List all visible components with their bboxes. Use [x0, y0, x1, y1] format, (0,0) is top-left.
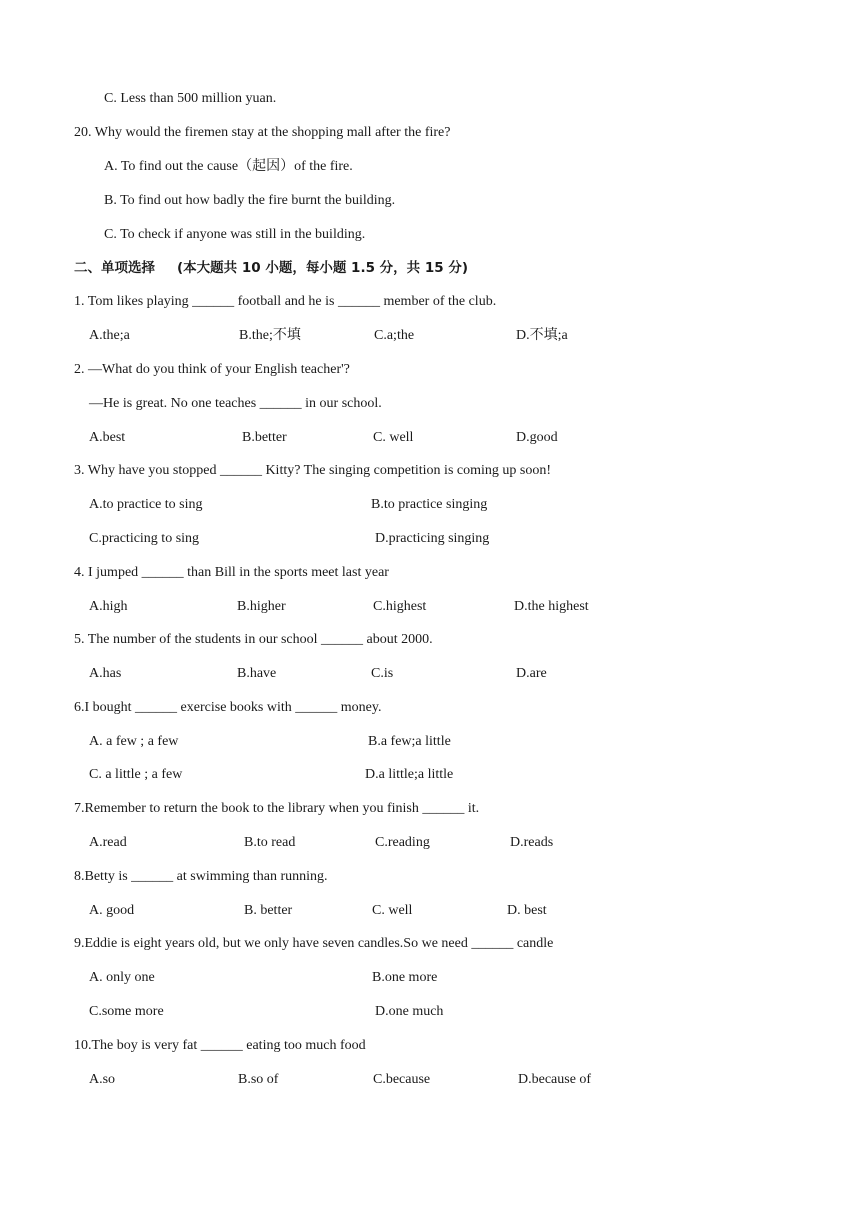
question-stem: 10.The boy is very fat ______ eating too much food — [74, 1038, 366, 1053]
q20-option-b: B. To find out how badly the fire burnt the building. — [104, 193, 396, 208]
option-a: A.read — [89, 835, 127, 850]
question-stem: 7.Remember to return the book to the library when you finish ______ it. — [74, 801, 480, 816]
option-d: D.are — [516, 666, 547, 681]
option-d: D.one much — [375, 1004, 444, 1019]
question-stem: 6.I bought ______ exercise books with ______ money. — [74, 700, 382, 715]
option-c: C.because — [373, 1072, 431, 1087]
option-a: A.so — [89, 1072, 116, 1087]
question-stem: 3. Why have you stopped ______ Kitty? The singing competition is coming up soon! — [74, 463, 551, 478]
option-d: D.practicing singing — [375, 531, 490, 546]
option-d: D.不填;a — [516, 328, 568, 343]
question-stem: 9.Eddie is eight years old, but we only have seven candles.So we need ______ candle — [74, 936, 554, 951]
option-b: B. better — [244, 903, 293, 918]
option-a: A.high — [89, 599, 128, 614]
option-b: B.the;不填 — [239, 328, 301, 343]
question-stem: 5. The number of the students in our school ______ about 2000. — [74, 632, 433, 647]
option-d: D.reads — [510, 835, 554, 850]
option-d: D.the highest — [514, 599, 589, 614]
option-a: A.the;a — [89, 328, 130, 343]
option-d: D. best — [507, 903, 547, 918]
option-c: C.reading — [375, 835, 430, 850]
option-a: A. only one — [89, 970, 155, 985]
question-stem-continued: —He is great. No one teaches ______ in our school. — [89, 396, 382, 411]
option-d: D.good — [516, 430, 558, 445]
option-d: D.because of — [518, 1072, 592, 1087]
option-b: B.to practice singing — [371, 497, 488, 512]
option-b: B.a few;a little — [368, 734, 451, 749]
option-c: C. a little ; a few — [89, 767, 183, 782]
option-c: C. well — [373, 430, 414, 445]
option-b: B.have — [237, 666, 277, 681]
option-a: A.best — [89, 430, 126, 445]
option-b: B.to read — [244, 835, 296, 850]
option-c: C.highest — [373, 599, 427, 614]
q20-option-a: A. To find out the cause（起因）of the fire. — [104, 159, 353, 174]
question-stem: 8.Betty is ______ at swimming than running. — [74, 869, 328, 884]
option-b: B.higher — [237, 599, 286, 614]
option-a: A.to practice to sing — [89, 497, 203, 512]
q20-option-c: C. To check if anyone was still in the building. — [104, 227, 366, 242]
section-heading — [74, 258, 468, 279]
question-stem: 1. Tom likes playing ______ football and he is ______ member of the club. — [74, 294, 497, 309]
question-stem: 4. I jumped ______ than Bill in the sports meet last year — [74, 565, 389, 580]
option-d: D.a little;a little — [365, 767, 454, 782]
option-a: A.has — [89, 666, 122, 681]
option-b: B.better — [242, 430, 287, 445]
option-c: C.is — [371, 666, 394, 681]
option-c: C.practicing to sing — [89, 531, 200, 546]
option-c: C. well — [372, 903, 413, 918]
section-note: (本大题共 10 小题，每小题 1.5 分，共 15 分) — [177, 260, 469, 276]
option-b: B.one more — [372, 970, 438, 985]
option-c: C.some more — [89, 1004, 164, 1019]
option-b: B.so of — [238, 1072, 279, 1087]
q19-option-c: C. Less than 500 million yuan. — [104, 91, 277, 106]
option-c: C.a;the — [374, 328, 415, 343]
q20-stem: 20. Why would the firemen stay at the shopping mall after the fire? — [74, 125, 451, 140]
section-title: 二、单项选择 — [74, 260, 155, 276]
option-a: A. a few ; a few — [89, 734, 179, 749]
option-a: A. good — [89, 903, 135, 918]
question-stem: 2. —What do you think of your English teacher'? — [74, 362, 350, 377]
